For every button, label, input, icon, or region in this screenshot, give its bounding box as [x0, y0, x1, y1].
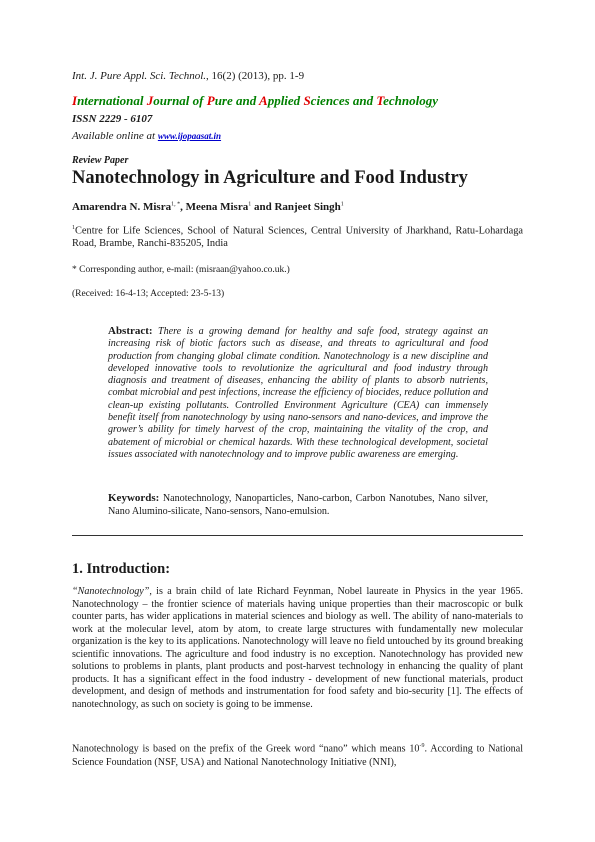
issn: ISSN 2229 - 6107 — [72, 113, 153, 125]
keywords-label: Keywords: — [108, 492, 160, 504]
section-heading-introduction: 1. Introduction: — [72, 561, 171, 577]
intro-text: , is a brain child of late Richard Feynman, Nobel laureate in Physics in the year 1965. Nanotechnology – the frontier science of materials having unique properties than their macroscopic or bulk counter parts, has wider applications in material sciences and biology as well. The ability of nano-materials to work at the molecular level, atom by atom, to create large structures with fundamentally new molecular organization is the key to its applications. Nanotechnology will leave no field untouched by its ground breaking scientific innovations. The agriculture and food industry is no exception. Nanotechnology has provided new solutions to problems in plants, plant products and post-harvest technology in enhancing the quality of plant products. It has a significant effect in the food industry - development of new functional materials, product development, and design of methods and instrumentation for food safety and bio-security [1]. The effects of nanotechnology, as such on society is going to be immense. — [72, 586, 523, 710]
affiliation-text: Centre for Life Sciences, School of Natural Sciences, Central University of Jharkhand, Ratu-Lohardaga Road, Brambe, Ranchi-835205, India — [72, 225, 523, 250]
journal-website-link[interactable]: www.ijopaasat.in — [157, 131, 222, 141]
journal-word: nternational — [77, 93, 147, 108]
abstract-label: Abstract: — [108, 325, 153, 337]
journal-initial: J — [146, 93, 154, 108]
affiliation — [72, 222, 523, 250]
citation-journal: Int. J. Pure Appl. Sci. Technol. — [72, 70, 207, 82]
paper-title: Nanotechnology in Agriculture and Food Industry — [72, 168, 468, 188]
author-list — [72, 201, 344, 213]
intro-text: . According to National Science Foundation (NSF, USA) and National Nanotechnology Initiative (NNI), — [72, 743, 524, 768]
available-prefix: Available online at — [72, 130, 158, 142]
author-name: and Ranjeet Singh — [251, 201, 341, 213]
abstract-text: There is a growing demand for healthy and safe food, strategy against an increasing risk of biotic factors such as disease, and threats to agricultural and food production from changing global climate condition. Nanotechnology is a new discipline and developed innovative tools to revolutionize the agricultural and food industry through diagnosis and treatment of diseases, enhancing the ability of plants to absorb nutrients, combat microbial and pest infections, increase the efficiency of biocides, reduce pollution and clean-up existing pollutants. Controlled Environment Agriculture (CEA) can immensely benefit itself from nanotechnology by using nano-sensors and nano-devices, and improve the grower’s ability for timely harvest of the crop, maintaining the vitality of the crop, and abatement of microbial or chemical hazards. With these technological development, societal issues associated with nanotechnology and to improve public awareness are emerging. — [108, 326, 488, 460]
journal-word: pplied — [267, 93, 304, 108]
author-name: Amarendra N. Misra — [72, 201, 172, 213]
section-divider — [72, 535, 523, 536]
abstract-block — [108, 325, 488, 461]
keywords-block — [108, 492, 488, 518]
author-affiliation-mark: 1 — [248, 201, 252, 208]
journal-word: ciences and — [310, 93, 377, 108]
citation-volume: , 16(2) (2013), pp. 1-9 — [206, 70, 305, 82]
intro-term: “Nanotechnology” — [72, 586, 150, 597]
journal-initial: I — [72, 93, 78, 108]
available-online — [72, 130, 221, 142]
journal-initial: T — [376, 93, 384, 108]
journal-word: ournal of — [153, 93, 207, 108]
intro-text: Nanotechnology is based on the prefix of the Greek word “nano” which means 10 — [72, 743, 420, 755]
intro-paragraph — [72, 586, 523, 711]
author-affiliation-mark: 1, * — [171, 201, 181, 208]
paper-type: Review Paper — [72, 155, 129, 166]
author-name: , Meena Misra — [180, 201, 249, 213]
journal-word: echnology — [383, 93, 439, 108]
intro-paragraph — [72, 740, 523, 769]
received-dates: (Received: 16-4-13; Accepted: 23-5-13) — [72, 289, 225, 299]
author-affiliation-mark: 1 — [340, 201, 344, 208]
affiliation-mark: 1 — [72, 225, 75, 231]
exponent: -9 — [419, 743, 425, 749]
journal-name — [72, 93, 438, 109]
journal-initial: P — [206, 93, 215, 108]
journal-initial: A — [259, 93, 268, 108]
citation-line — [72, 70, 304, 82]
corresponding-author: * Corresponding author, e-mail: (misraan@yahoo.co.uk.) — [72, 265, 290, 275]
journal-initial: S — [303, 93, 311, 108]
keywords-text: Nanotechnology, Nanoparticles, Nano-carbon, Carbon Nanotubes, Nano silver, Nano Alumino-silicate, Nano-sensors, Nano-emulsion. — [108, 493, 488, 517]
journal-word: ure and — [214, 93, 260, 108]
